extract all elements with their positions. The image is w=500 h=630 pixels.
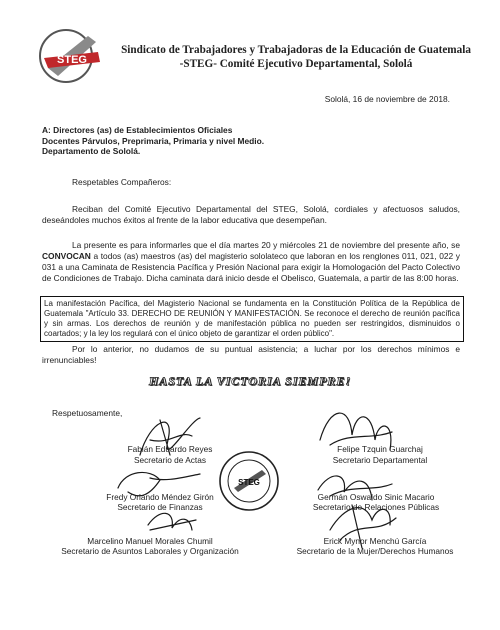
signature-5-name: Marcelino Manuel Morales Chumil [87,536,213,546]
signature-6-name: Erick Mynor Menchú García [323,536,427,546]
letter-date: Sololá, 16 de noviembre de 2018. [324,94,450,104]
constitution-box: La manifestación Pacífica, del Magisterio Nacional se fundamenta en la Constitución Política de la República de Guatemala "Artículo 33. DERECHO DE REUNIÓN Y MANIFESTACIÓN. Se reconoce el derecho de reunión pacífica y sin armas. Los derechos de reunión y de manifestación pública no pueden ser restringidos, disminuidos o coartados; y la ley los regulará con el único objeto de garantizar el orden público". [40,296,464,342]
addressee-line-2: Docentes Párvulos, Preprimaria, Primaria y nivel Medio. [42,135,265,146]
convocation-text-before: La presente es para informarles que el día martes 20 y miércoles 21 de noviembre del presente año, se [72,240,460,250]
motto: HASTA LA VICTORIA SIEMPRE! [148,374,352,388]
signature-3-name: Fredy Orlando Méndez Girón [106,492,214,502]
org-name: Sindicato de Trabajadores y Trabajadoras de la Educación de Guatemala [121,44,471,56]
signature-2-name: Felipe Tzquin Guarchaj [337,444,423,454]
salutation: Respetables Compañeros: [72,177,172,187]
org-committee: -STEG- Comité Ejecutivo Departamental, Sololá [179,58,413,70]
paragraph-greeting: Reciban del Comité Ejecutivo Departamental del STEG, Sololá, cordiales y afectuosos saludos, deseándoles muchos éxitos al frente de la labor educativa que desempeñan. [42,204,460,225]
closing: Respetuosamente, [52,408,123,418]
signature-1-title: Secretario de Actas [134,455,206,465]
steg-logo [38,28,108,84]
convocation-text-after: a todos (as) maestros (as) del magisterio sololateco que laboran en los renglones 011, 021, 022 y 031 a una Caminata de Resistencia Pacífica y Presión Nacional para exigir la Homologación del Pacto Colectivo de Condiciones de Trabajo. Dicha caminata dará inicio desde el Obelisco, Guatemala, a partir de las 8:00 horas. [42,251,460,283]
signature-4-title: Secretario de Relaciones Públicas [312,502,440,512]
addressee [42,125,462,157]
convocan-word: CONVOCAN [42,251,91,261]
addressee-line-3: Departamento de Sololá. [42,146,141,156]
signature-4-name: Germán Oswaldo Sinic Macario [317,492,435,502]
signature-1-name: Fabián Eduardo Reyes [127,444,213,454]
signature-2-title: Secretario Departamental [332,455,428,465]
signature-3-title: Secretario de Finanzas [117,502,203,512]
signature-6-title: Secretario de la Mujer/Derechos Humanos [296,546,454,556]
paragraph-convocation [42,240,460,284]
stamp-text: STEG [238,478,260,487]
logo-text: STEG [57,54,87,66]
signature-5-title: Secretario de Asuntos Laborales y Organización [61,546,239,556]
addressee-line-1: A: Directores (as) de Establecimientos Oficiales [42,125,233,135]
paragraph-closing: Por lo anterior, no dudamos de su puntual asistencia; a luchar por los derechos mínimos e irrenunciables! [42,344,460,365]
